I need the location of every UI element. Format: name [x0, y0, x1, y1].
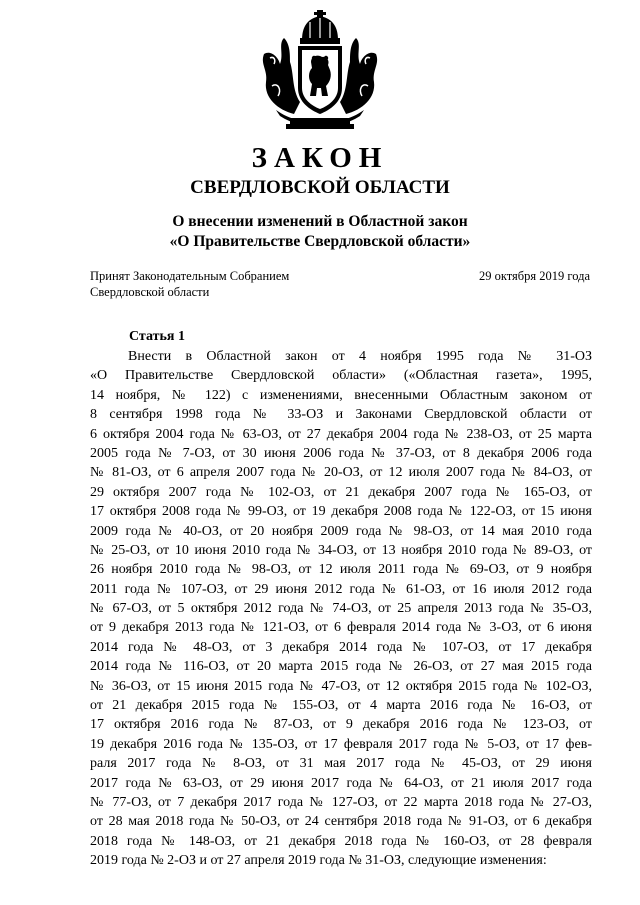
- article-body-line: 2014 года № 116-ОЗ, от 20 марта 2015 года № 26-ОЗ, от 27 мая 2015 года: [90, 659, 592, 675]
- article-body-line: 8 сентября 1998 года № 33-ОЗ и Законами Свердловской области от: [90, 407, 592, 423]
- article-body-line: 2019 года № 2-ОЗ и от 27 апреля 2019 года № 31-ОЗ, следующие изменения:: [90, 853, 547, 869]
- document-title: ЗАКОН: [251, 142, 389, 174]
- coat-of-arms-emblem: [256, 10, 384, 132]
- article-body-line: раля 2017 года № 8-ОЗ, от 31 мая 2017 года № 45-ОЗ, от 29 июня: [90, 756, 592, 772]
- adopting-body-line-1: Принят Законодательным Собранием: [90, 269, 290, 283]
- adopting-body: [90, 268, 390, 300]
- article-body-line: «О Правительстве Свердловской области» («Областная газета», 1995,: [90, 368, 592, 384]
- article-body-line: 14 ноября, № 122) с изменениями, внесенными Областным законом от: [90, 387, 592, 403]
- article-body: [90, 347, 592, 871]
- article-body-line: 6 октября 2004 года № 63-ОЗ, от 27 декабря 2004 года № 238-ОЗ, от 25 марта: [90, 426, 592, 442]
- article-body-line: 19 декабря 2016 года № 135-ОЗ, от 17 февраля 2017 года № 5-ОЗ, от 17 фев-: [90, 736, 592, 752]
- article-body-line: 2018 года № 148-ОЗ, от 21 декабря 2018 года № 160-ОЗ, от 28 февраля: [90, 833, 592, 849]
- article-body-line: № 25-ОЗ, от 10 июня 2010 года № 34-ОЗ, от 13 ноября 2010 года № 89-ОЗ, от: [90, 542, 592, 558]
- article-body-line: 2011 года № 107-ОЗ, от 29 июня 2012 года № 61-ОЗ, от 16 июля 2012 года: [90, 581, 592, 597]
- article-body-line: 2009 года № 40-ОЗ, от 20 ноября 2009 года № 98-ОЗ, от 14 мая 2010 года: [90, 523, 592, 539]
- article-body-line: 2005 года № 7-ОЗ, от 30 июня 2006 года № 37-ОЗ, от 8 декабря 2006 года: [90, 445, 592, 461]
- article-body-line: № 67-ОЗ, от 5 октября 2012 года № 74-ОЗ, от 25 апреля 2013 года № 35-ОЗ,: [90, 601, 592, 617]
- article-body-line: 17 октября 2016 года № 87-ОЗ, от 9 декабря 2016 года № 123-ОЗ, от: [90, 717, 592, 733]
- article-body-line: № 81-ОЗ, от 6 апреля 2007 года № 20-ОЗ, от 12 июля 2007 года № 84-ОЗ, от: [90, 465, 592, 481]
- article-body-line: 17 октября 2008 года № 99-ОЗ, от 19 декабря 2008 года № 122-ОЗ, от 15 июня: [90, 504, 592, 520]
- law-subject-line-2: «О Правительстве Свердловской области»: [169, 233, 471, 250]
- article-body-line: 2014 года № 48-ОЗ, от 3 декабря 2014 года № 107-ОЗ, от 17 декабря: [90, 639, 592, 655]
- article-heading: Статья 1: [129, 329, 185, 344]
- law-subject-line-1: О внесении изменений в Областной закон: [172, 213, 468, 230]
- article-body-line: от 21 декабря 2015 года № 155-ОЗ, от 4 марта 2016 года № 16-ОЗ, от: [90, 698, 592, 714]
- article-body-line: Внести в Областной закон от 4 ноября 1995 года № 31-ОЗ: [128, 349, 592, 364]
- article-body-line: от 28 мая 2018 года № 50-ОЗ, от 24 сентября 2018 года № 91-ОЗ, от 6 декабря: [90, 814, 592, 830]
- region-title: СВЕРДЛОВСКОЙ ОБЛАСТИ: [190, 177, 450, 198]
- law-subject: [0, 212, 640, 252]
- article-body-line: 2017 года № 63-ОЗ, от 29 июня 2017 года № 64-ОЗ, от 21 июля 2017 года: [90, 775, 592, 791]
- article-body-line: от 9 декабря 2013 года № 121-ОЗ, от 6 февраля 2014 года № 3-ОЗ, от 6 июня: [90, 620, 592, 636]
- adopting-body-line-2: Свердловской области: [90, 285, 210, 299]
- adoption-date: 29 октября 2019 года: [478, 269, 590, 283]
- article-body-line: 26 ноября 2010 года № 98-ОЗ, от 12 июля 2011 года № 69-ОЗ, от 9 ноября: [90, 562, 592, 578]
- article-body-line: № 77-ОЗ, от 7 декабря 2017 года № 127-ОЗ, от 22 марта 2018 года № 27-ОЗ,: [90, 794, 592, 810]
- article-body-line: № 36-ОЗ, от 15 июня 2015 года № 47-ОЗ, от 12 октября 2015 года № 102-ОЗ,: [90, 678, 592, 694]
- article-body-line: 29 октября 2007 года № 102-ОЗ, от 21 декабря 2007 года № 165-ОЗ, от: [90, 484, 592, 500]
